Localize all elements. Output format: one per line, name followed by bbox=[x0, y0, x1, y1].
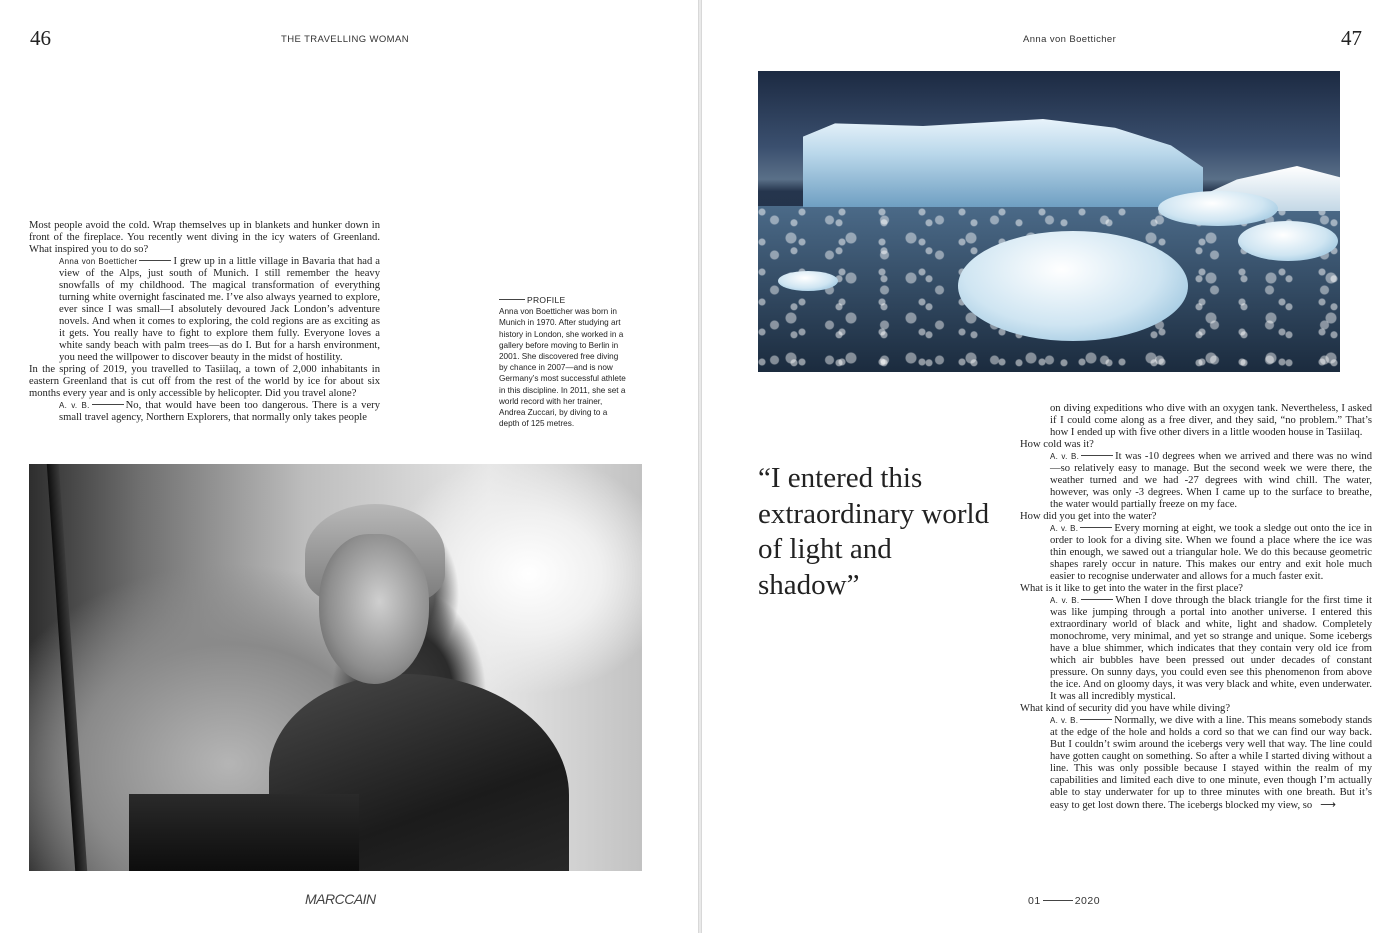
profile-heading bbox=[499, 295, 629, 306]
photo-foreground-pole bbox=[47, 464, 87, 871]
question: What kind of security did you have while diving? bbox=[1020, 703, 1231, 714]
divider-rule bbox=[1081, 455, 1113, 456]
divider-rule bbox=[1081, 599, 1113, 600]
profile-box bbox=[499, 295, 629, 429]
issue-year: 2020 bbox=[1074, 895, 1101, 907]
divider-rule bbox=[1080, 527, 1112, 528]
photo-ice-floe bbox=[1158, 191, 1278, 226]
issue-label: 01 bbox=[1028, 895, 1041, 907]
answer bbox=[1020, 595, 1372, 703]
question: What is it like to get into the water in the first place? bbox=[1020, 583, 1243, 594]
marccain-logo: MARCCAIN bbox=[305, 891, 376, 907]
photo-subject-face bbox=[319, 534, 429, 684]
answer bbox=[1020, 715, 1372, 812]
profile-label: PROFILE bbox=[527, 295, 566, 305]
issue-number bbox=[1028, 895, 1100, 907]
page-number: 47 bbox=[1341, 26, 1362, 50]
pull-quote: “I entered this extraordinary world of light and shadow” bbox=[758, 462, 990, 601]
answer-text: I grew up in a little village in Bavaria that had a view of the Alps, just south of Munich. I still remember the heavy snowfalls of my childhood. The magical transformation of everything turning white overnight fascinated me. I’ve also always yearned to explore, ever since I was small—I absolutely devoured Jack London’s adventure novels. And when it comes to exploring, the cold regions are as exciting as it gets. You really have to fight to explore them fully. Everyone loves a white sandy beach with palm trees—as do I. But for a harsh environment, you need the willpower to discover beauty in the midst of hostility. bbox=[59, 256, 380, 363]
divider-rule bbox=[1043, 900, 1073, 901]
answer bbox=[29, 400, 380, 424]
speaker-label: A. v. B. bbox=[1050, 452, 1080, 461]
answer-text: Every morning at eight, we took a sledge out onto the ice in order to look for a diving site. When we found a place where the ice was thin enough, we sawed out a triangular hole. We do this because geometric shapes rarely occur in nature. This makes our entry and exit hole much easier to recognise underwater and allows for a much faster exit. bbox=[1050, 523, 1372, 582]
answer-text: Normally, we dive with a line. This means somebody stands at the edge of the hole and holds a cord so that we can find our way back. But I couldn’t swim around the icebergs very well that way. The line could have gotten caught on something. So after a while I started diving without a line. This was only possible because I stayed within the realm of my capabilities and limited each dive to one minute, even though I’m actually able to stay underwater for up to three minutes with one breath. But it’s easy to get lost down there. The icebergs blocked my view, so bbox=[1050, 715, 1372, 811]
answer bbox=[1020, 451, 1372, 511]
speaker-label: Anna von Boetticher bbox=[59, 257, 138, 266]
iceberg-photo bbox=[758, 71, 1340, 372]
speaker-label: A. v. B. bbox=[1050, 716, 1079, 725]
answer-text: It was -10 degrees when we arrived and there was no wind—so relatively easy to manage. But the second week we were there, the weather turned and we had -27 degrees with wind chill. The water, however, was only -3 degrees. When I came up to the surface to breathe, the water would partially freeze on my face. bbox=[1050, 451, 1372, 510]
question: How did you get into the water? bbox=[1020, 511, 1157, 522]
running-head: THE TRAVELLING WOMAN bbox=[281, 34, 409, 45]
speaker-label: A. v. B. bbox=[1050, 596, 1080, 605]
photo-ice-floe bbox=[958, 231, 1188, 341]
photo-iceberg bbox=[803, 119, 1203, 207]
photo-foreground-object bbox=[129, 794, 359, 871]
photo-ice-floe bbox=[1238, 221, 1338, 261]
divider-rule bbox=[1080, 719, 1112, 720]
question: Most people avoid the cold. Wrap themselves up in blankets and hunker down in front of the fireplace. You recently went diving in the icy waters of Greenland. What inspired you to do so? bbox=[29, 220, 380, 255]
page-number: 46 bbox=[30, 26, 51, 50]
answer bbox=[1020, 523, 1372, 583]
speaker-label: A. v. B. bbox=[1050, 524, 1079, 533]
speaker-label: A. v. B. bbox=[59, 401, 90, 410]
question: How cold was it? bbox=[1020, 439, 1094, 450]
left-page bbox=[0, 0, 698, 933]
answer-text: No, that would have been too dangerous. There is a very small travel agency, Northern Explorers, that normally only takes people bbox=[59, 400, 380, 423]
divider-rule bbox=[499, 299, 525, 300]
answer bbox=[29, 256, 380, 364]
divider-rule bbox=[139, 260, 171, 261]
right-page bbox=[702, 0, 1400, 933]
photo-ice-floe bbox=[778, 271, 838, 291]
answer-text: When I dove through the black triangle for the first time it was like jumping through a portal into another universe. I entered this extraordinary world of black and white, light and shadow. Completely monochrome, very minimal, and yet so strange and unique. Some icebergs have a blue shimmer, which indicates that they contain very old ice from which air bubbles have been pressed out under decades of constant pressure. On sunny days, you could even see this phenomenon from above the ice. And on gloomy days, it was very black and white, even underwater. It was all incredibly mystical. bbox=[1050, 595, 1372, 702]
answer-continued: on diving expeditions who dive with an oxygen tank. Nevertheless, I asked if I could come along as a free diver, and they said, “no problem.” That’s how I ended up with five other divers in a little wooden house in Tasiilaq. bbox=[1050, 403, 1372, 438]
question: In the spring of 2019, you travelled to Tasiilaq, a town of 2,000 inhabitants in eastern Greenland that is cut off from the rest of the world by ice for about six months every year and is only accessible by helicopter. Did you travel alone? bbox=[29, 364, 380, 399]
divider-rule bbox=[92, 404, 124, 405]
arrow-right-icon: ⟶ bbox=[1320, 798, 1337, 811]
portrait-photo bbox=[29, 464, 642, 871]
running-head: Anna von Boetticher bbox=[1023, 34, 1117, 45]
interview-text bbox=[1020, 403, 1372, 812]
profile-text: Anna von Boetticher was born in Munich in 1970. After studying art history in London, she worked in a gallery before moving to Berlin in 2001. She discovered free diving by chance in 2007—and is now Germany’s most successful athlete in this discipline. In 2011, she set a world record with her trainer, Andrea Zuccari, by diving to a depth of 125 metres. bbox=[499, 307, 626, 429]
interview-text bbox=[29, 220, 380, 424]
